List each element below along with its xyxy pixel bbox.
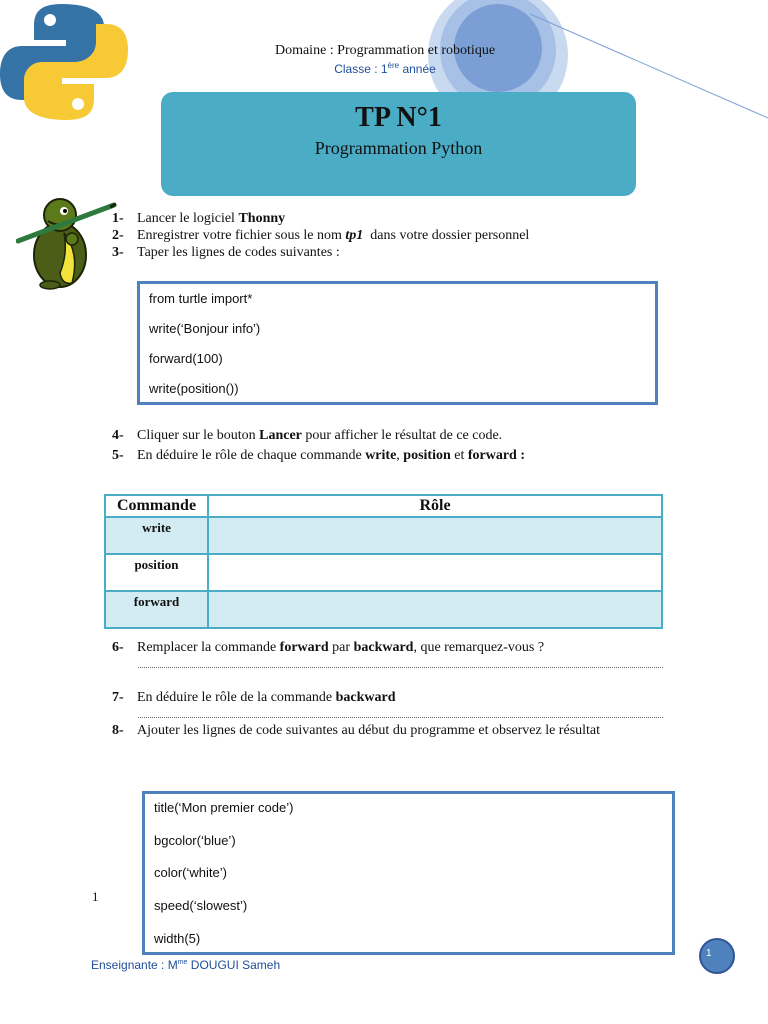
table-row xyxy=(105,591,662,628)
table-row xyxy=(105,517,662,554)
role-table xyxy=(104,494,663,629)
header-class: Classe : 1ère année xyxy=(334,61,436,76)
table-header-command: Commande xyxy=(105,495,208,517)
step-1: 1- Lancer le logiciel Thonny xyxy=(112,211,286,226)
step-7: 7- En déduire le rôle de la commande backward xyxy=(112,690,396,705)
turtle-mascot-icon xyxy=(16,193,118,291)
command-cell: position xyxy=(105,554,208,591)
code-line: width(5) xyxy=(154,931,201,946)
code-block-2 xyxy=(142,791,675,955)
code-block-1 xyxy=(137,281,658,405)
step-2: 2- Enregistrer votre fichier sous le nom tp1 dans votre dossier personnel xyxy=(112,228,530,243)
step-8: 8- Ajouter les lignes de code suivantes au début du programme et observez le résultat xyxy=(112,723,601,738)
page-title: TP N°1 xyxy=(355,102,442,133)
python-logo-icon xyxy=(0,0,128,124)
title-banner xyxy=(161,92,636,196)
answer-line[interactable] xyxy=(138,667,663,668)
answer-line[interactable] xyxy=(138,717,663,718)
command-cell: forward xyxy=(105,591,208,628)
page-number-left: 1 xyxy=(92,889,99,904)
code-line: forward(100) xyxy=(149,351,223,366)
table-header-role: Rôle xyxy=(208,495,662,517)
page-subtitle: Programmation Python xyxy=(314,138,483,158)
table-row xyxy=(105,554,662,591)
step-6: 6- Remplacer la commande forward par backward, que remarquez-vous ? xyxy=(112,640,545,655)
role-cell[interactable] xyxy=(208,554,662,591)
role-cell[interactable] xyxy=(208,591,662,628)
code-line: bgcolor(‘blue’) xyxy=(154,833,236,848)
command-cell: write xyxy=(105,517,208,554)
code-line: write(position()) xyxy=(149,381,239,396)
code-line: from turtle import* xyxy=(149,291,253,306)
step-4: 4- Cliquer sur le bouton Lancer pour afficher le résultat de ce code. xyxy=(112,428,503,443)
page-number-badge: 1 xyxy=(699,938,735,974)
step-3: 3- Taper les lignes de codes suivantes : xyxy=(112,245,340,260)
role-cell[interactable] xyxy=(208,517,662,554)
header-domain: Domaine : Programmation et robotique xyxy=(274,43,496,58)
code-line: write(‘Bonjour info’) xyxy=(149,321,261,336)
footer-teacher: Enseignante : $M^{me}$ DOUGUI Sameh xyxy=(91,958,281,972)
code-line: title(‘Mon premier code’) xyxy=(154,800,294,815)
step-5: 5- En déduire le rôle de chaque commande write, position et forward : xyxy=(112,448,526,463)
code-line: color(‘white’) xyxy=(154,865,227,880)
code-line: speed(‘slowest’) xyxy=(154,898,248,913)
